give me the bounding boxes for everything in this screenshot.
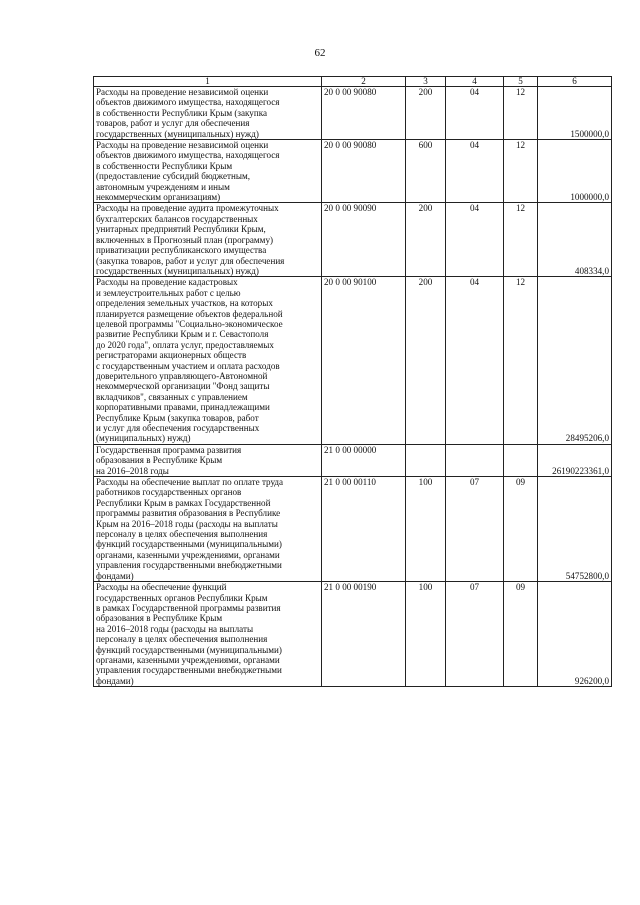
row-subsection-cell: 12 [504, 87, 538, 140]
row-subsection-cell: 09 [504, 582, 538, 687]
row-kind-cell: 200 [406, 203, 446, 277]
row-section-cell: 04 [446, 277, 504, 445]
row-subsection-cell: 12 [504, 203, 538, 277]
row-kind-cell: 200 [406, 277, 446, 445]
row-name-cell: Расходы на проведение независимой оценки объектов движимого имущества, находящегося в собственности Республики Крым (закупка товаров, работ и услуг для обеспечения государственных (муниципальных) нужд) [94, 87, 322, 140]
row-code-cell: 21 0 00 00190 [322, 582, 406, 687]
row-code-cell: 21 0 00 00110 [322, 477, 406, 582]
row-code-cell: 20 0 00 90090 [322, 203, 406, 277]
row-section-cell: 04 [446, 203, 504, 277]
row-name-cell: Государственная программа развития образования в Республике Крым на 2016–2018 годы [94, 444, 322, 476]
row-kind-cell: 100 [406, 582, 446, 687]
column-header: 2 [322, 77, 406, 87]
table-row [94, 203, 612, 277]
row-kind-cell: 200 [406, 87, 446, 140]
column-header: 4 [446, 77, 504, 87]
row-sum-cell: 408334,0 [538, 203, 612, 277]
row-code-cell: 21 0 00 00000 [322, 444, 406, 476]
row-kind-cell [406, 444, 446, 476]
row-name-cell: Расходы на проведение независимой оценки объектов движимого имущества, находящегося в собственности Республики Крым (предоставление субсидий бюджетным, автономным учреждениям и иным некоммерческим организациям) [94, 140, 322, 203]
row-name-cell: Расходы на проведение кадастровых и землеустроительных работ с целью определения земельных участков, на которых планируется размещение объектов федеральной целевой программы "Социально-экономическое развитие Республики Крым и г. Севастополя до 2020 года", оплата услуг, предоставляемых регистраторами акционерных обществ с государственным участием и оплата расходов доверительного управляющего-Автономной некоммерческой организации "Фонд защиты вкладчиков", связанных с управлением корпоративными правами, принадлежащими Республике Крым (закупка товаров, работ и услуг для обеспечения государственных (муниципальных) нужд) [94, 277, 322, 445]
table-header-row [94, 77, 612, 87]
row-code-cell: 20 0 00 90100 [322, 277, 406, 445]
row-kind-cell: 600 [406, 140, 446, 203]
column-header: 1 [94, 77, 322, 87]
row-subsection-cell [504, 444, 538, 476]
row-code-cell: 20 0 00 90080 [322, 140, 406, 203]
table-row [94, 477, 612, 582]
row-section-cell: 04 [446, 140, 504, 203]
row-name-cell: Расходы на проведение аудита промежуточных бухгалтерских балансов государственных унитарных предприятий Республики Крым, включенных в Прогнозный план (программу) приватизации республиканского имущества (закупка товаров, работ и услуг для обеспечения государственных (муниципальных) нужд) [94, 203, 322, 277]
row-sum-cell: 28495206,0 [538, 277, 612, 445]
row-name-cell: Расходы на обеспечение выплат по оплате труда работников государственных органов Республики Крым в рамках Государственной программы развития образования в Республике Крым на 2016–2018 годы (расходы на выплаты персоналу в целях обеспечения выполнения функций государственными (муниципальными) органами, казенными учреждениями, органами управления государственными внебюджетными фондами) [94, 477, 322, 582]
row-section-cell: 07 [446, 582, 504, 687]
table-row [94, 140, 612, 203]
row-kind-cell: 100 [406, 477, 446, 582]
table-row [94, 277, 612, 445]
row-sum-cell: 1000000,0 [538, 140, 612, 203]
column-header: 3 [406, 77, 446, 87]
table-row [94, 444, 612, 476]
budget-table [93, 76, 612, 687]
row-sum-cell: 926200,0 [538, 582, 612, 687]
table-row [94, 87, 612, 140]
row-sum-cell: 54752800,0 [538, 477, 612, 582]
row-section-cell: 04 [446, 87, 504, 140]
row-subsection-cell: 12 [504, 277, 538, 445]
column-header: 5 [504, 77, 538, 87]
column-header: 6 [538, 77, 612, 87]
row-name-cell: Расходы на обеспечение функций государственных органов Республики Крым в рамках Государственной программы развития образования в Республике Крым на 2016–2018 годы (расходы на выплаты персоналу в целях обеспечения выполнения функций государственными (муниципальными) органами, казенными учреждениями, органами управления государственными внебюджетными фондами) [94, 582, 322, 687]
row-subsection-cell: 09 [504, 477, 538, 582]
row-section-cell [446, 444, 504, 476]
row-sum-cell: 1500000,0 [538, 87, 612, 140]
row-code-cell: 20 0 00 90080 [322, 87, 406, 140]
page-number: 62 [314, 47, 326, 59]
row-section-cell: 07 [446, 477, 504, 582]
row-sum-cell: 26190223361,0 [538, 444, 612, 476]
table-row [94, 582, 612, 687]
row-subsection-cell: 12 [504, 140, 538, 203]
